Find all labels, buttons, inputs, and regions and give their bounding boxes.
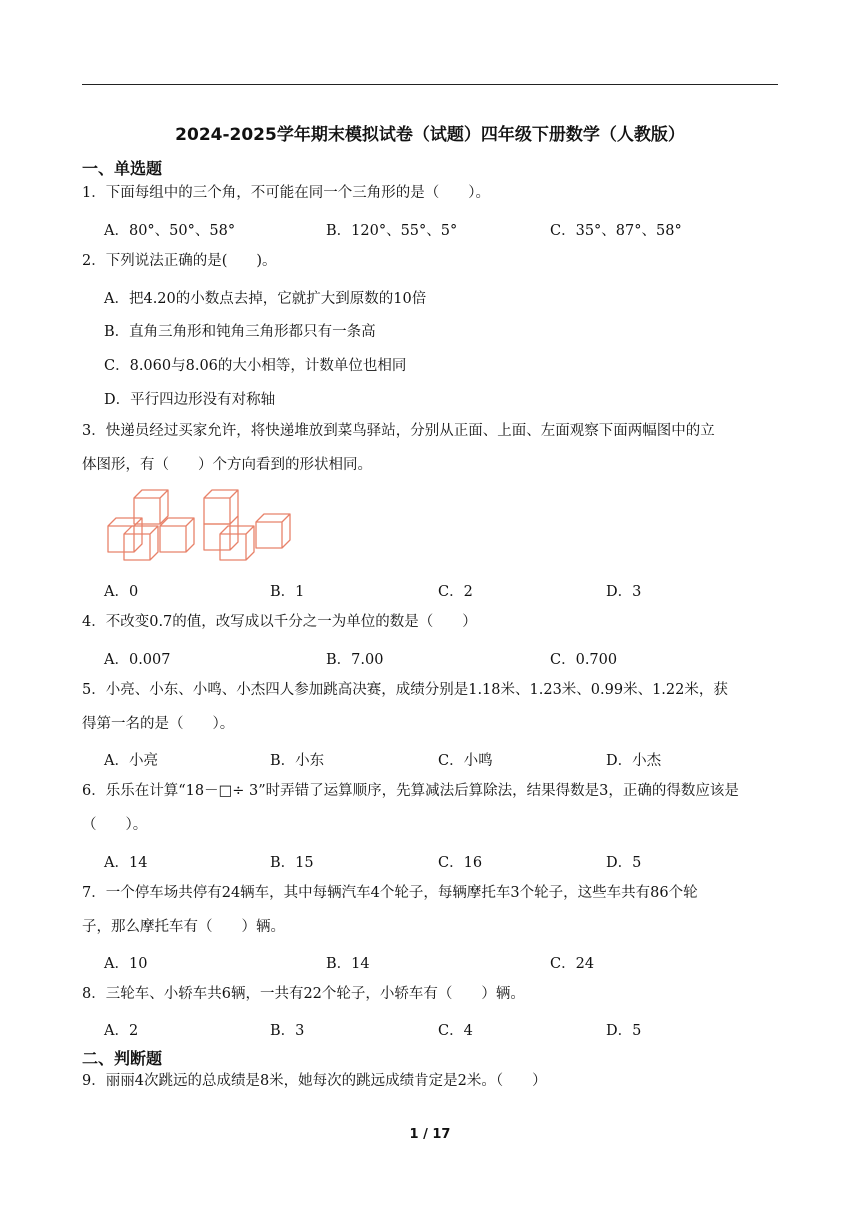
question-7-line-1: 7．一个停车场共停有24辆车，其中每辆汽车4个轮子，每辆摩托车3个轮子，这些车共有86个轮 [82,885,698,901]
option-c: C．8.060与8.06的大小相等，计数单位也相同 [104,358,407,374]
option-a: A．10 [104,956,148,972]
option-c: C．小鸣 [438,753,493,769]
section-heading-true-false: 二、判断题 [82,1049,163,1068]
question-5-options [104,749,784,773]
option-c: C．2 [438,584,473,600]
option-d: D．5 [606,855,642,871]
cube-figure-right [204,490,290,560]
option-b: B．小东 [270,753,325,769]
option-c: C．16 [438,855,483,871]
question-3-options [104,580,784,604]
page-title: 2024-2025学年期末模拟试卷（试题）四年级下册数学（人教版） [175,125,685,145]
question-7-line-2: 子，那么摩托车有（ ）辆。 [82,919,285,935]
question-1: 1．下面每组中的三个角，不可能在同一个三角形的是（ ）。 [82,185,490,201]
page-number: 1 / 17 [409,1127,451,1142]
option-b: B．15 [270,855,314,871]
question-4: 4．不改变0.7的值，改写成以千分之一为单位的数是（ ） [82,614,477,630]
option-c: C．0.700 [550,652,618,668]
option-b: B．1 [270,584,305,600]
question-4-options [104,648,784,672]
option-a: A．小亮 [104,753,158,769]
question-6-line-2: （ ）。 [82,817,148,833]
option-a: A．2 [104,1023,139,1039]
question-8: 8．三轮车、小轿车共6辆，一共有22个轮子，小轿车有（ ）辆。 [82,986,525,1002]
question-2: 2．下列说法正确的是( )。 [82,253,277,269]
option-b: B．直角三角形和钝角三角形都只有一条高 [104,324,376,340]
option-b: B．3 [270,1023,305,1039]
option-a: A．14 [104,855,148,871]
header-rule [82,84,778,85]
question-7-options [104,952,784,976]
question-3-line-2: 体图形，有（ ）个方向看到的形状相同。 [82,457,372,473]
option-a: A．0.007 [104,652,171,668]
option-b: B．7.00 [326,652,384,668]
option-c: C．35°、87°、58° [550,223,682,239]
question-9: 9．丽丽4次跳远的总成绩是8米，她每次的跳远成绩肯定是2米。（ ） [82,1073,547,1089]
option-d: D．平行四边形没有对称轴 [104,392,276,408]
question-6-options [104,851,784,875]
question-5-line-1: 5．小亮、小东、小鸣、小杰四人参加跳高决赛，成绩分别是1.18米、1.23米、0.99米、1.22米，获 [82,682,728,698]
question-3-line-1: 3．快递员经过买家允许，将快递堆放到菜鸟驿站，分别从正面、上面、左面观察下面两幅图中的立 [82,423,715,439]
option-a: A．把4.20的小数点去掉，它就扩大到原数的10倍 [104,291,427,307]
option-a: A．0 [104,584,139,600]
option-c: C．24 [550,956,595,972]
question-5-line-2: 得第一名的是（ ）。 [82,716,235,732]
option-b: B．14 [326,956,370,972]
question-6-line-1: 6．乐乐在计算“18－□÷ 3”时弄错了运算顺序，先算减法后算除法，结果得数是3，正确的得数应该是 [82,783,739,799]
section-heading-single-choice: 一、单选题 [82,159,163,178]
cube-stack-figures [104,488,294,564]
option-c: C．4 [438,1023,473,1039]
question-1-options [104,219,784,243]
cube-figure-left [108,490,194,560]
option-d: D．小杰 [606,753,662,769]
option-d: D．5 [606,1023,642,1039]
option-a: A．80°、50°、58° [104,223,236,239]
question-8-options [104,1019,784,1043]
option-d: D．3 [606,584,642,600]
option-b: B．120°、55°、5° [326,223,458,239]
